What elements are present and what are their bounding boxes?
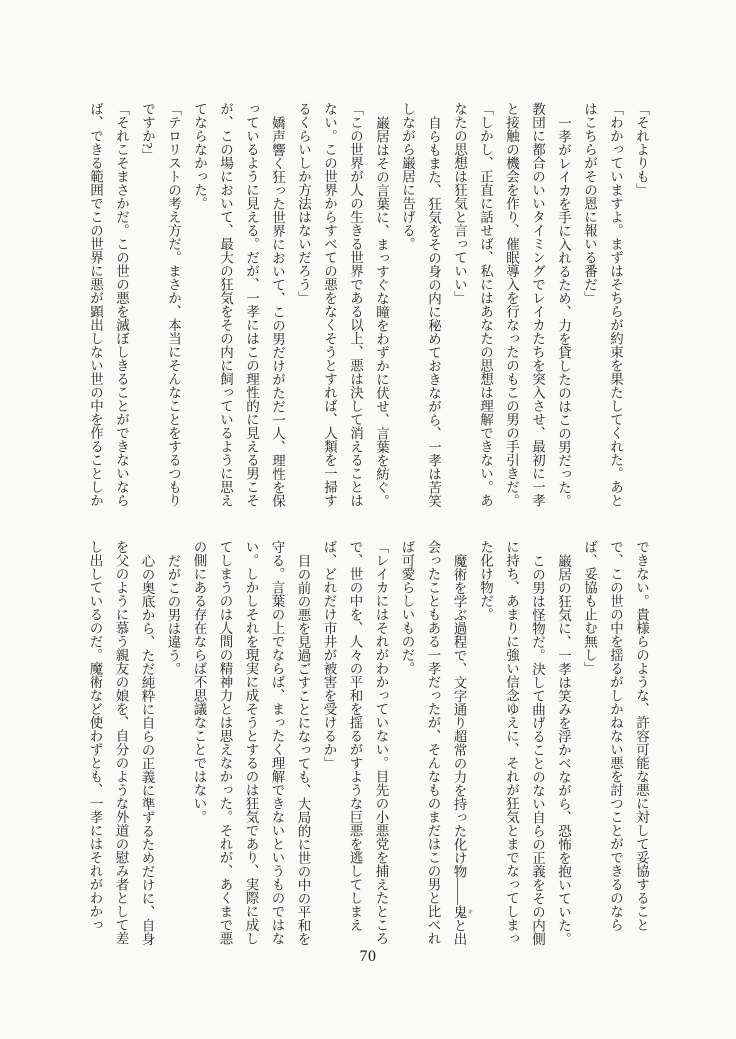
text-line: 会ったこともある一孝だったが、そんなものまだはこの男と比べれ [425, 540, 441, 945]
text-line: た化け物だ。 [478, 540, 493, 621]
text-line: に持ち、あまりに強い信念ゆえに、それが狂気とまでなってしまっ [504, 540, 519, 945]
text-line: で、世の中を、人々の平和を揺るがすような巨悪を逃してしまえ [347, 540, 363, 932]
text-line: てしまうのは人間の精神力とは思えなかった。それが、あくまで悪 [217, 540, 233, 945]
text-line: しながら巌居に告げる。 [400, 102, 415, 251]
text-line: なたの思想は狂気と言っていい」 [452, 102, 467, 305]
text-line: 教団に都合のいいタイミングでレイカたちを突入させ、最初に一孝 [530, 102, 545, 507]
text-line: ば、できる範囲でこの世界に悪が顕出しない世の中を作ることしか [88, 102, 103, 507]
text-line: し出しているのだ。魔術など使わずとも、一孝にはそれがわかっ [87, 540, 103, 932]
text-line: ば、妥協も止む無し」 [582, 540, 597, 675]
text-line: 「レイカにはそれがわかっていない。目先の小悪党を捕えたところ [373, 540, 389, 945]
text-line: 魔術を学ぶ過程で、文字通り超常の力を持った化け物——鬼 キと出 [451, 553, 472, 945]
text-line: 自らもまた、狂気をその身の内に秘めておきながら、一孝は苦笑 [426, 115, 441, 507]
text-line: ない。この世界からすべての悪をなくそうとすれば、人類を一掃す [322, 102, 337, 507]
text-line: っているように見える。だが、一孝にはこの理性的に見える男こそ [244, 102, 259, 507]
text-line: 「わかっていますよ。まずはそちらが約束を果たしてくれた。あと [608, 102, 623, 507]
text-line: ば可愛らしいものだ。 [399, 540, 415, 675]
text-line: 「それこそまさかだ。この世の悪を滅ぼしきることができないなら [114, 102, 129, 507]
text-line: 「しかし、正直に話せば、私にはあなたの思想は理解できない。あ [478, 102, 493, 507]
text-line: はこちらがその恩に報いる番だ」 [582, 102, 597, 305]
text-line: で、この世の中を揺るがしかねない悪を討つことができるのなら [608, 540, 623, 932]
text-line: だがこの男は違う。 [165, 553, 181, 675]
text-block-lower [82, 540, 654, 948]
text-line: 「テロリストの考え方だ。まさか、本当にそんなことをするつもり [166, 102, 181, 507]
text-line: ですか?」 [140, 102, 155, 162]
page-number: 70 [359, 948, 377, 965]
text-line: 「それよりも」 [634, 102, 649, 197]
text-line: 巌居はその言葉に、まっすぐな瞳をわずかに伏せ、言葉を紡ぐ。 [374, 115, 389, 507]
text-line: を父のように慕う親友の娘を、自分のような外道の慰み者として差 [113, 540, 129, 945]
text-line: 心の奥底から、ただ純粋に自らの正義に準ずるためだけに、自身 [139, 553, 155, 945]
text-line: が、この場において、最大の狂気をその内に飼っているように思え [218, 102, 233, 507]
text-line: 守る。言葉の上でならば、まったく理解できないというものではな [269, 540, 285, 945]
text-block-upper [82, 102, 654, 510]
text-line: い。しかしそれを現実に成そうとするのは狂気であり、実際に成し [243, 540, 259, 945]
text-line: 巌居の狂気に、一孝は笑みを浮かべながら、恐怖を抱いていた。 [556, 553, 571, 945]
text-line: この男は怪物だ。決して曲げることのない自らの正義をその内側 [530, 553, 545, 945]
text-line: できない。貴様らのような、許容可能な悪に対して妥協すること [634, 540, 649, 932]
text-line: るくらいしか方法はないだろう」 [296, 102, 311, 305]
text-line: と接触の機会を作り、催眠導入を行なったのもこの男の手引きだ。 [504, 102, 519, 507]
text-line: 「この世界が人の生きる世界である以上、悪は決して消えることは [348, 102, 363, 507]
ruby-annotation: 鬼 キ [451, 904, 472, 918]
text-line: の側にある存在ならば不思議なことではない。 [191, 540, 207, 824]
text-line: ば、どれだけ市井が被害を受けるか」 [321, 540, 337, 770]
text-line: 一孝がレイカを手に入れるため、力を貸したのはこの男だった。 [556, 115, 571, 507]
text-line: てならなかった。 [192, 102, 207, 210]
text-line: 目の前の悪を見過ごすことになっても、大局的に世の中の平和を [295, 553, 311, 945]
text-line: 嬌声響く狂った世界において、この男だけがただ一人、理性を保 [270, 115, 285, 507]
